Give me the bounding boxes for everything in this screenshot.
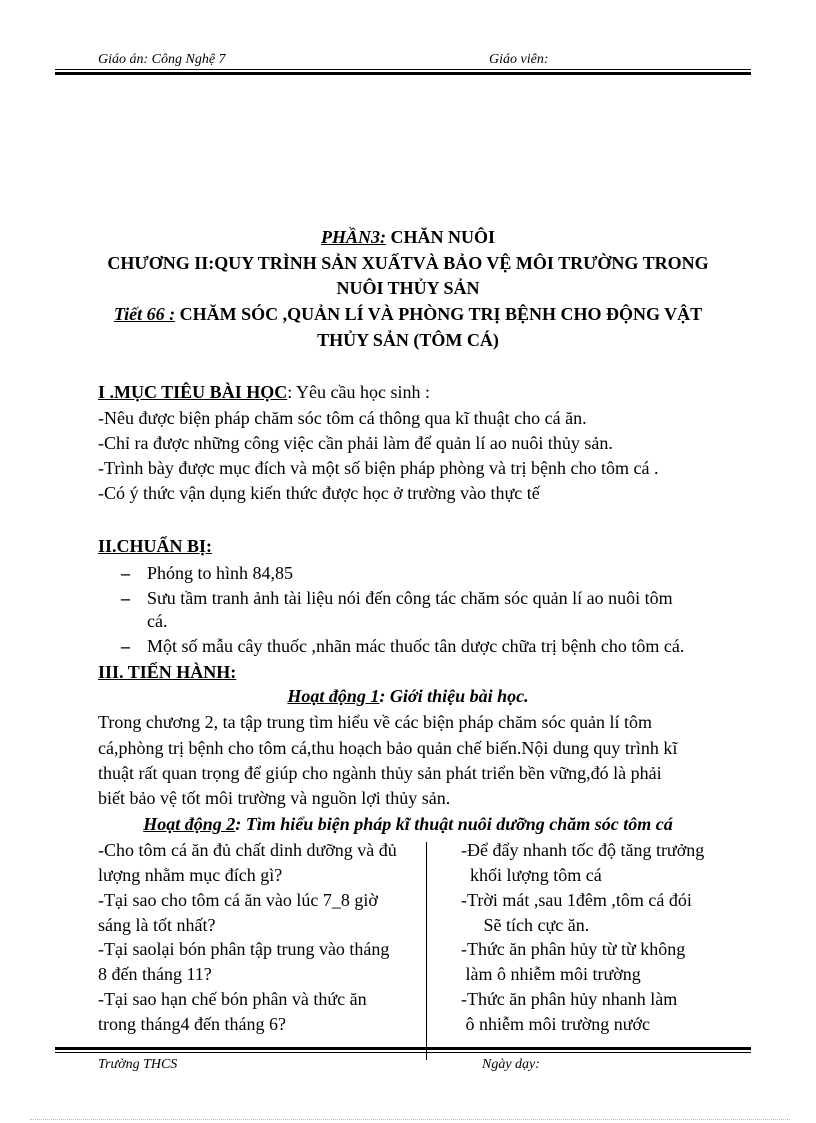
objective-item: -Chỉ ra được những công việc cần phải làm để quản lí ao nuôi thủy sản. [98, 433, 613, 453]
intro-line: cá,phòng trị bệnh cho tôm cá,thu hoạch bảo quản chế biến.Nội dung quy trình kĩ [98, 738, 678, 758]
question-line: -Tại saolại bón phân tập trung vào tháng [98, 939, 390, 959]
answer-line: -Trời mát ,sau 1đêm ,tôm cá đói [461, 890, 692, 910]
page-bottom-dotted-rule [30, 1119, 790, 1120]
answer-line: -Thức ăn phân hủy nhanh làm [461, 989, 678, 1009]
section3-heading: III. TIẾN HÀNH: [98, 662, 237, 682]
preparation-item-continued: cá. [147, 611, 168, 631]
lesson-label: Tiết 66 : [113, 304, 176, 324]
activity2-label: Hoạt động 2 [143, 814, 236, 834]
preparation-item: Sưu tầm tranh ảnh tài liệu nói đến công tác chăm sóc quản lí ao nuôi tôm [147, 588, 673, 608]
intro-line: thuật rất quan trọng để giúp cho ngành thủy sản phát triển bền vững,đó là phải [98, 763, 662, 783]
lesson-title-line2: THỦY SẢN (TÔM CÁ) [317, 330, 499, 350]
lesson-name: CHĂM SÓC ,QUẢN LÍ VÀ PHÒNG TRỊ BỆNH CHO ĐỘNG VẬT [175, 304, 703, 324]
question-line: sáng là tốt nhất? [98, 915, 216, 935]
bullet-dash: – [121, 588, 130, 608]
answer-line: làm ô nhiễm môi trường [461, 964, 641, 984]
question-line: lượng nhằm mục đích gì? [98, 865, 283, 885]
part-name: CHĂN NUÔI [385, 227, 495, 247]
chapter-title-line1: CHƯƠNG II:QUY TRÌNH SẢN XUẤTVÀ BẢO VỆ MÔI TRƯỜNG TRONG [107, 253, 709, 273]
chapter-title-line2: NUÔI THỦY SẢN [336, 278, 480, 298]
answer-line: -Thức ăn phân hủy từ từ không [461, 939, 686, 959]
header-left: Giáo án: Công Nghệ 7 [98, 52, 226, 67]
question-line: 8 đến tháng 11? [98, 964, 212, 984]
section1-heading-suffix: : Yêu cầu học sinh : [287, 382, 430, 402]
activity1-heading [0, 686, 816, 707]
lesson-title-line1 [0, 304, 816, 325]
header-rule-thick [55, 72, 751, 75]
intro-line: Trong chương 2, ta tập trung tìm hiểu về các biện pháp chăm sóc quản lí tôm [98, 712, 652, 732]
header-right: Giáo viên: [489, 52, 549, 67]
activity1-label: Hoạt động 1 [287, 686, 380, 706]
question-line: -Tại sao cho tôm cá ăn vào lúc 7_8 giờ [98, 890, 378, 910]
question-line: trong tháng4 đến tháng 6? [98, 1014, 286, 1034]
header-rule-thin [55, 69, 751, 70]
preparation-item: Một số mẫu cây thuốc ,nhãn mác thuốc tân dược chữa trị bệnh cho tôm cá. [147, 636, 685, 656]
footer-right: Ngày dạy: [482, 1057, 540, 1072]
activity1-text: : Giới thiệu bài học. [379, 686, 529, 706]
objective-item: -Nêu được biện pháp chăm sóc tôm cá thông qua kĩ thuật cho cá ăn. [98, 408, 587, 428]
section2-heading: II.CHUẨN BỊ: [98, 536, 213, 556]
question-line: -Cho tôm cá ăn đủ chất dinh dưỡng và đủ [98, 840, 397, 860]
footer-left: Trường THCS [98, 1057, 178, 1072]
section1-heading [98, 382, 430, 403]
activity2-heading [0, 814, 816, 835]
intro-line: biết bảo vệ tốt môi trường và nguồn lợi thủy sản. [98, 788, 451, 808]
footer-rule-thin [55, 1052, 751, 1053]
objective-item: -Trình bày được mục đích và một số biện pháp phòng và trị bệnh cho tôm cá . [98, 458, 659, 478]
part-label: PHẦN3: [320, 227, 386, 247]
bullet-dash: – [121, 563, 130, 583]
answer-line: ô nhiễm môi trường nước [461, 1014, 651, 1034]
answer-line: -Để đẩy nhanh tốc độ tăng trưởng [461, 840, 705, 860]
activity2-text: : Tìm hiểu biện pháp kĩ thuật nuôi dưỡng chăm sóc tôm cá [235, 814, 673, 834]
objective-item: -Có ý thức vận dụng kiến thức được học ở trường vào thực tế [98, 483, 540, 503]
answer-line: Sẽ tích cực ăn. [461, 915, 590, 935]
question-line: -Tại sao hạn chế bón phân và thức ăn [98, 989, 367, 1009]
part-title [0, 227, 816, 248]
footer-rule-thick [55, 1047, 751, 1050]
section1-heading-label: I .MỤC TIÊU BÀI HỌC [98, 382, 288, 402]
answer-line: khối lượng tôm cá [461, 865, 602, 885]
column-divider [426, 842, 427, 1060]
preparation-item: Phóng to hình 84,85 [147, 563, 294, 583]
bullet-dash: – [121, 636, 130, 656]
